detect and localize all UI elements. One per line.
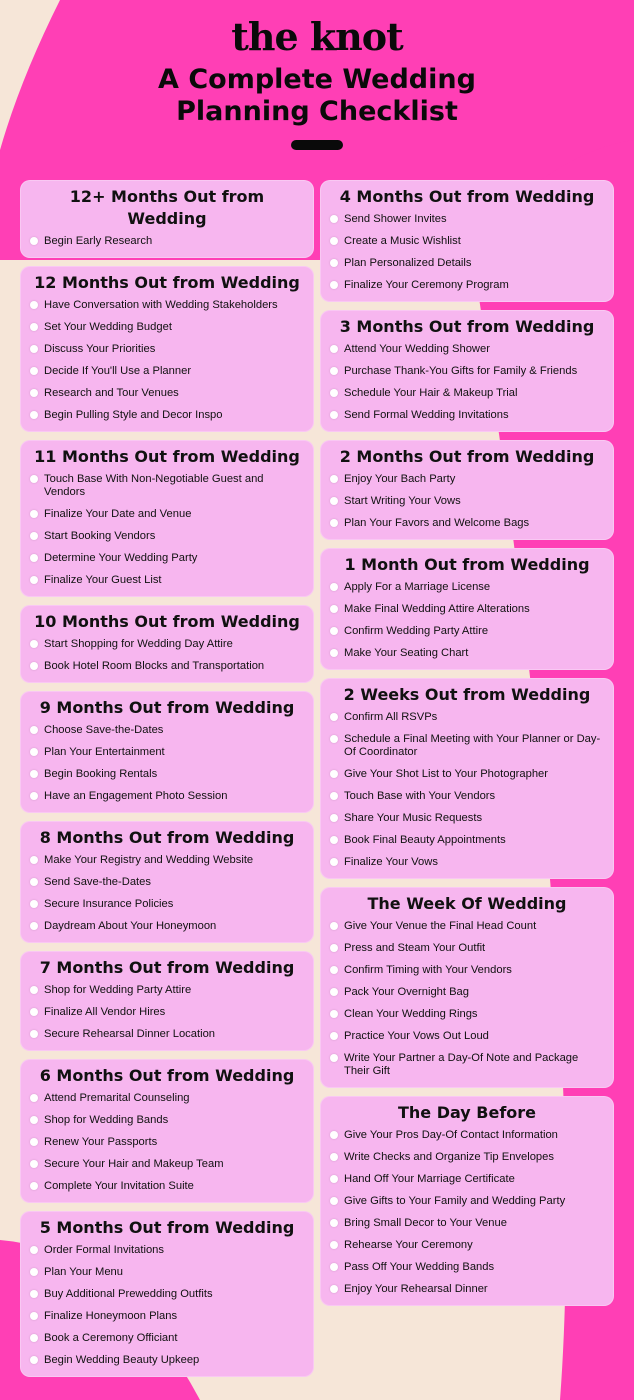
checklist-item <box>28 1266 306 1279</box>
checklist-item <box>328 213 606 226</box>
checklist-item <box>28 365 306 378</box>
checklist-item <box>328 964 606 977</box>
checklist-item-label: Buy Additional Prewedding Outfits <box>44 1288 213 1300</box>
bullet-icon <box>30 748 38 756</box>
checklist-item <box>28 920 306 933</box>
header <box>0 0 634 150</box>
bullet-icon <box>30 1138 38 1146</box>
bullet-icon <box>330 1241 338 1249</box>
checklist-item-label: Plan Your Menu <box>44 1266 123 1278</box>
bullet-icon <box>330 858 338 866</box>
checklist-item-label: Enjoy Your Rehearsal Dinner <box>344 1283 488 1295</box>
checklist-section <box>20 1211 314 1377</box>
checklist-item-label: Bring Small Decor to Your Venue <box>344 1217 507 1229</box>
checklist-item-label: Schedule a Final Meeting with Your Planner or Day-Of Coordinator <box>344 733 601 758</box>
bullet-icon <box>330 735 338 743</box>
bullet-icon <box>330 836 338 844</box>
checklist-item-label: Touch Base with Your Vendors <box>344 790 496 802</box>
bullet-icon <box>330 367 338 375</box>
checklist-item <box>28 1136 306 1149</box>
checklist-item <box>328 625 606 638</box>
checklist-item <box>28 768 306 781</box>
checklist-section <box>20 821 314 943</box>
checklist-section <box>320 678 614 879</box>
bullet-icon <box>330 966 338 974</box>
checklist-item <box>328 1173 606 1186</box>
bullet-icon <box>30 576 38 584</box>
checklist-item <box>28 1244 306 1257</box>
checklist-item <box>328 986 606 999</box>
checklist-item-label: Send Save-the-Dates <box>44 876 151 888</box>
checklist-section <box>20 1059 314 1203</box>
section-title: 2 Weeks Out from Wedding <box>343 685 591 704</box>
checklist <box>28 854 306 933</box>
checklist-item <box>28 1006 306 1019</box>
checklist-item-label: Finalize Honeymoon Plans <box>44 1310 178 1322</box>
checklist-item <box>328 812 606 825</box>
checklist-item-label: Send Shower Invites <box>344 213 447 225</box>
checklist-item <box>328 834 606 847</box>
checklist-item <box>328 647 606 660</box>
checklist-item-label: Pass Off Your Wedding Bands <box>344 1261 495 1273</box>
bullet-icon <box>30 345 38 353</box>
bullet-icon <box>30 532 38 540</box>
checklist-section <box>20 605 314 683</box>
checklist-item <box>328 768 606 781</box>
checklist <box>28 984 306 1041</box>
checklist-item <box>28 1310 306 1323</box>
checklist-item-label: Make Your Registry and Wedding Website <box>44 854 254 866</box>
bullet-icon <box>30 878 38 886</box>
checklist-item-label: Start Shopping for Wedding Day Attire <box>44 638 233 650</box>
bullet-icon <box>30 1116 38 1124</box>
checklist-item <box>328 1261 606 1274</box>
checklist <box>28 638 306 673</box>
checklist <box>28 235 306 248</box>
checklist-item <box>328 942 606 955</box>
checklist-item-label: Secure Your Hair and Makeup Team <box>44 1158 224 1170</box>
bullet-icon <box>330 770 338 778</box>
checklist-item <box>328 1030 606 1043</box>
bullet-icon <box>330 713 338 721</box>
checklist-item-label: Begin Booking Rentals <box>44 768 158 780</box>
checklist-item-label: Apply For a Marriage License <box>344 581 491 593</box>
checklist-item-label: Secure Rehearsal Dinner Location <box>44 1028 216 1040</box>
checklist-item <box>28 473 306 499</box>
bullet-icon <box>30 1160 38 1168</box>
checklist-item-label: Begin Pulling Style and Decor Inspo <box>44 409 223 421</box>
checklist-item <box>28 1158 306 1171</box>
checklist-item <box>328 790 606 803</box>
checklist-item <box>328 1052 606 1078</box>
bullet-icon <box>330 1175 338 1183</box>
bullet-icon <box>30 792 38 800</box>
bullet-icon <box>30 389 38 397</box>
checklist-item <box>328 733 606 759</box>
checklist <box>328 343 606 422</box>
section-title: 2 Months Out from Wedding <box>339 447 595 466</box>
page-title-line-2: Planning Checklist <box>176 96 458 127</box>
checklist-item <box>28 574 306 587</box>
checklist-item-label: Press and Steam Your Outfit <box>344 942 486 954</box>
left-column <box>20 180 314 1385</box>
checklist-item <box>28 1288 306 1301</box>
checklist-item <box>328 581 606 594</box>
checklist-item-label: Shop for Wedding Bands <box>44 1114 169 1126</box>
checklist-item <box>28 552 306 565</box>
checklist-item <box>28 1114 306 1127</box>
bullet-icon <box>330 1153 338 1161</box>
checklist-section <box>320 548 614 670</box>
checklist-item-label: Discuss Your Priorities <box>44 343 156 355</box>
checklist-item-label: Choose Save-the-Dates <box>44 724 164 736</box>
checklist-item-label: Attend Your Wedding Shower <box>344 343 490 355</box>
checklist-item <box>328 711 606 724</box>
checklist <box>28 299 306 422</box>
checklist-item <box>328 279 606 292</box>
checklist-item-label: Decide If You'll Use a Planner <box>44 365 192 377</box>
checklist-section <box>20 180 314 258</box>
checklist-item-label: Set Your Wedding Budget <box>44 321 172 333</box>
bullet-icon <box>30 922 38 930</box>
checklist-item <box>328 257 606 270</box>
checklist-item <box>328 365 606 378</box>
bullet-icon <box>330 345 338 353</box>
checklist-section <box>20 440 314 597</box>
bullet-icon <box>30 1182 38 1190</box>
section-title: The Day Before <box>397 1103 537 1122</box>
bullet-icon <box>330 519 338 527</box>
checklist-item-label: Make Final Wedding Attire Alterations <box>344 603 530 615</box>
checklist-section <box>320 180 614 302</box>
checklist-item-label: Give Your Venue the Final Head Count <box>344 920 537 932</box>
checklist-item <box>328 1283 606 1296</box>
section-title: 7 Months Out from Wedding <box>39 958 295 977</box>
checklist-item-label: Renew Your Passports <box>44 1136 158 1148</box>
checklist-item-label: Plan Your Entertainment <box>44 746 165 758</box>
bullet-icon <box>30 237 38 245</box>
bullet-icon <box>30 301 38 309</box>
checklist-item-label: Share Your Music Requests <box>344 812 483 824</box>
checklist-item <box>28 638 306 651</box>
bullet-icon <box>330 411 338 419</box>
checklist-item-label: Finalize Your Vows <box>344 856 438 868</box>
page-title <box>0 64 634 128</box>
bullet-icon <box>30 510 38 518</box>
bullet-icon <box>30 411 38 419</box>
checklist-item-label: Shop for Wedding Party Attire <box>44 984 192 996</box>
checklist <box>328 920 606 1078</box>
checklist <box>328 473 606 530</box>
section-title: 11 Months Out from Wedding <box>34 447 300 466</box>
checklist-item <box>28 984 306 997</box>
checklist-item-label: Attend Premarital Counseling <box>44 1092 190 1104</box>
bullet-icon <box>30 1030 38 1038</box>
checklist-item-label: Plan Personalized Details <box>344 257 472 269</box>
section-title: 12 Months Out from Wedding <box>34 273 300 292</box>
checklist-item <box>28 321 306 334</box>
checklist-item-label: Give Your Pros Day-Of Contact Information <box>344 1129 558 1141</box>
checklist-item-label: Finalize Your Ceremony Program <box>344 279 509 291</box>
checklist-item-label: Schedule Your Hair & Makeup Trial <box>344 387 518 399</box>
checklist-item <box>28 790 306 803</box>
bullet-icon <box>330 1197 338 1205</box>
checklist-item <box>28 746 306 759</box>
checklist <box>328 581 606 660</box>
checklist-item-label: Give Gifts to Your Family and Wedding Party <box>344 1195 566 1207</box>
bullet-icon <box>30 367 38 375</box>
section-title: 3 Months Out from Wedding <box>339 317 595 336</box>
section-title: 12+ Months Out from Wedding <box>69 187 265 228</box>
bullet-icon <box>30 1268 38 1276</box>
checklist-item <box>328 473 606 486</box>
checklist-section <box>320 310 614 432</box>
checklist-item-label: Clean Your Wedding Rings <box>344 1008 478 1020</box>
title-divider <box>291 140 343 150</box>
checklist-item-label: Enjoy Your Bach Party <box>344 473 456 485</box>
checklist-item-label: Secure Insurance Policies <box>44 898 174 910</box>
checklist-item <box>28 1028 306 1041</box>
bullet-icon <box>330 259 338 267</box>
checklist-section <box>320 440 614 540</box>
checklist-item <box>328 856 606 869</box>
checklist-item-label: Write Checks and Organize Tip Envelopes <box>344 1151 554 1163</box>
section-title: The Week Of Wedding <box>367 894 567 913</box>
checklist-item-label: Send Formal Wedding Invitations <box>344 409 509 421</box>
checklist-item-label: Book Hotel Room Blocks and Transportation <box>44 660 265 672</box>
checklist-item-label: Write Your Partner a Day-Of Note and Package Their Gift <box>344 1052 579 1077</box>
bullet-icon <box>30 1290 38 1298</box>
checklist-item-label: Confirm All RSVPs <box>344 711 438 723</box>
bullet-icon <box>30 554 38 562</box>
bullet-icon <box>30 1334 38 1342</box>
bullet-icon <box>30 323 38 331</box>
checklist-item <box>328 603 606 616</box>
checklist-item <box>328 1129 606 1142</box>
bullet-icon <box>330 389 338 397</box>
checklist-item-label: Begin Wedding Beauty Upkeep <box>44 1354 200 1366</box>
checklist-item-label: Give Your Shot List to Your Photographer <box>344 768 549 780</box>
bullet-icon <box>330 1263 338 1271</box>
checklist-item-label: Start Writing Your Vows <box>344 495 461 507</box>
bullet-icon <box>330 922 338 930</box>
checklist-item <box>328 1151 606 1164</box>
section-title: 5 Months Out from Wedding <box>39 1218 295 1237</box>
checklist-item-label: Book a Ceremony Officiant <box>44 1332 178 1344</box>
checklist-item-label: Rehearse Your Ceremony <box>344 1239 473 1251</box>
checklist-item <box>328 235 606 248</box>
checklist-item <box>28 1092 306 1105</box>
checklist-item-label: Finalize Your Date and Venue <box>44 508 192 520</box>
bullet-icon <box>330 1054 338 1062</box>
checklist-item-label: Confirm Wedding Party Attire <box>344 625 489 637</box>
checklist-item-label: Have an Engagement Photo Session <box>44 790 228 802</box>
bullet-icon <box>330 475 338 483</box>
checklist-item-label: Daydream About Your Honeymoon <box>44 920 217 932</box>
checklist-item-label: Research and Tour Venues <box>44 387 179 399</box>
right-column <box>320 180 614 1314</box>
checklist-item-label: Determine Your Wedding Party <box>44 552 198 564</box>
checklist-item-label: Have Conversation with Wedding Stakeholders <box>44 299 278 311</box>
checklist-item <box>28 387 306 400</box>
checklist-section <box>20 266 314 432</box>
bullet-icon <box>30 900 38 908</box>
checklist-item <box>328 517 606 530</box>
checklist-item <box>28 299 306 312</box>
checklist <box>328 213 606 292</box>
bullet-icon <box>30 1312 38 1320</box>
bullet-icon <box>30 475 38 483</box>
checklist-item-label: Touch Base With Non-Negotiable Guest and Vendors <box>44 473 264 498</box>
checklist-item <box>28 1332 306 1345</box>
bullet-icon <box>330 814 338 822</box>
checklist-item-label: Finalize All Vendor Hires <box>44 1006 166 1018</box>
checklist-item <box>328 387 606 400</box>
bullet-icon <box>330 605 338 613</box>
bullet-icon <box>330 583 338 591</box>
bullet-icon <box>30 1008 38 1016</box>
checklist-item <box>328 495 606 508</box>
bullet-icon <box>330 988 338 996</box>
checklist-section <box>320 887 614 1088</box>
section-title: 10 Months Out from Wedding <box>34 612 300 631</box>
checklist-item <box>28 508 306 521</box>
checklist-item <box>28 530 306 543</box>
checklist-item-label: Confirm Timing with Your Vendors <box>344 964 512 976</box>
checklist-item <box>328 343 606 356</box>
brand-logo: the knot <box>231 14 403 59</box>
bullet-icon <box>330 237 338 245</box>
checklist-item-label: Finalize Your Guest List <box>44 574 162 586</box>
checklist-item <box>28 1354 306 1367</box>
bullet-icon <box>330 497 338 505</box>
checklist-item <box>28 854 306 867</box>
bullet-icon <box>30 986 38 994</box>
bullet-icon <box>330 627 338 635</box>
bullet-icon <box>30 1094 38 1102</box>
section-title: 8 Months Out from Wedding <box>39 828 295 847</box>
bullet-icon <box>330 281 338 289</box>
bullet-icon <box>330 1010 338 1018</box>
checklist <box>28 473 306 587</box>
checklist <box>28 1244 306 1367</box>
bullet-icon <box>30 1246 38 1254</box>
checklist-item <box>28 1180 306 1193</box>
bullet-icon <box>330 1032 338 1040</box>
checklist-item-label: Purchase Thank-You Gifts for Family & Friends <box>344 365 578 377</box>
checklist-item <box>28 724 306 737</box>
bullet-icon <box>330 944 338 952</box>
checklist-item-label: Practice Your Vows Out Loud <box>344 1030 489 1042</box>
section-title: 9 Months Out from Wedding <box>39 698 295 717</box>
checklist-item <box>28 343 306 356</box>
checklist-item <box>328 1239 606 1252</box>
checklist-item <box>328 409 606 422</box>
checklist-item-label: Begin Early Research <box>44 235 153 247</box>
checklist-item-label: Plan Your Favors and Welcome Bags <box>344 517 530 529</box>
checklist-item <box>328 1195 606 1208</box>
page-title-line-1: A Complete Wedding <box>158 64 476 95</box>
bullet-icon <box>330 215 338 223</box>
checklist-item <box>328 1008 606 1021</box>
section-title: 6 Months Out from Wedding <box>39 1066 295 1085</box>
bullet-icon <box>330 1285 338 1293</box>
checklist <box>28 724 306 803</box>
checklist-item <box>328 920 606 933</box>
checklist-section <box>20 691 314 813</box>
bullet-icon <box>330 1219 338 1227</box>
checklist-item-label: Start Booking Vendors <box>44 530 156 542</box>
checklist-item <box>28 235 306 248</box>
checklist-item <box>28 876 306 889</box>
bullet-icon <box>30 770 38 778</box>
checklist-item-label: Create a Music Wishlist <box>344 235 461 247</box>
bullet-icon <box>330 649 338 657</box>
bullet-icon <box>30 856 38 864</box>
section-title: 4 Months Out from Wedding <box>339 187 595 206</box>
checklist-item <box>328 1217 606 1230</box>
checklist-section <box>320 1096 614 1306</box>
checklist <box>28 1092 306 1193</box>
checklist-item-label: Order Formal Invitations <box>44 1244 164 1256</box>
checklist <box>328 711 606 869</box>
bullet-icon <box>30 726 38 734</box>
checklist-item-label: Make Your Seating Chart <box>344 647 469 659</box>
checklist-item <box>28 660 306 673</box>
checklist-item-label: Hand Off Your Marriage Certificate <box>344 1173 515 1185</box>
bullet-icon <box>30 662 38 670</box>
section-title: 1 Month Out from Wedding <box>344 555 590 574</box>
bullet-icon <box>330 1131 338 1139</box>
checklist <box>328 1129 606 1296</box>
checklist-section <box>20 951 314 1051</box>
bullet-icon <box>30 1356 38 1364</box>
checklist-item-label: Pack Your Overnight Bag <box>344 986 470 998</box>
checklist-item-label: Complete Your Invitation Suite <box>44 1180 194 1192</box>
checklist-item <box>28 409 306 422</box>
bullet-icon <box>330 792 338 800</box>
bullet-icon <box>30 640 38 648</box>
checklist-item-label: Book Final Beauty Appointments <box>344 834 506 846</box>
checklist-item <box>28 898 306 911</box>
